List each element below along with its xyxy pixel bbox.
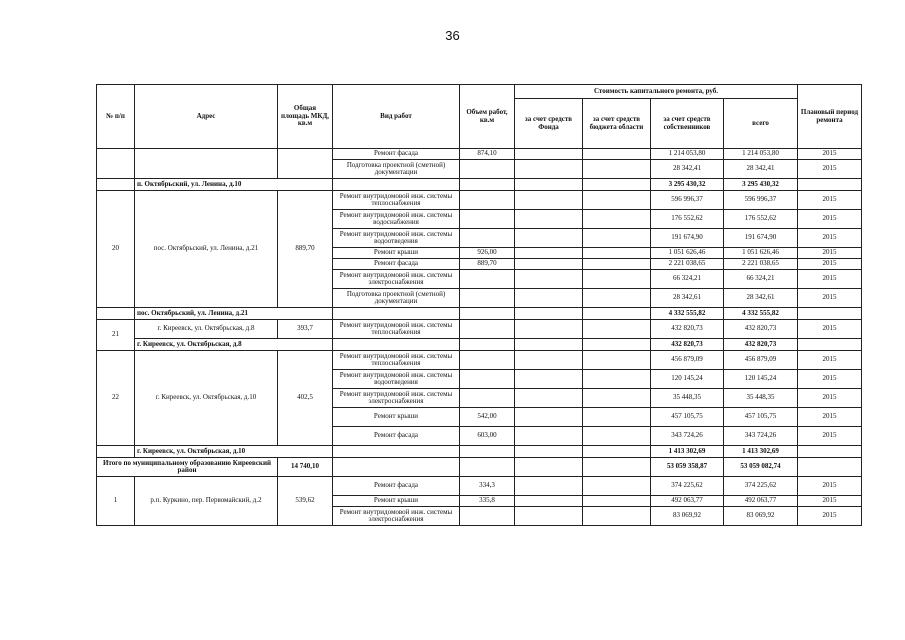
header-work-type: Вид работ	[333, 85, 460, 149]
cell-period: 2015	[798, 210, 862, 229]
subtotal-row	[97, 179, 862, 191]
cell-work: Ремонт фасада	[333, 477, 460, 496]
cell-regional	[583, 339, 651, 351]
cell-regional	[583, 427, 651, 446]
cell-num: 21	[97, 320, 135, 351]
cell-regional	[583, 259, 651, 270]
cell-owners: 35 448,35	[651, 389, 724, 408]
cell-fund	[515, 149, 583, 160]
cell-owners: 432 820,73	[651, 320, 724, 339]
cell-area: 539,62	[278, 477, 333, 526]
header-owners: за счет средств собственников	[651, 99, 724, 149]
cell-fund	[515, 351, 583, 370]
cell-work: Ремонт внутридомовой инж. системы водоотведения	[333, 370, 460, 389]
subtotal-row	[97, 308, 862, 320]
cell-total: 191 674,90	[724, 229, 798, 248]
header-address: Адрес	[135, 85, 278, 149]
cell-owners: 1 051 626,46	[651, 248, 724, 259]
cell-fund	[515, 210, 583, 229]
cell-total: 1 051 626,46	[724, 248, 798, 259]
cell-fund	[515, 427, 583, 446]
cell-volume	[460, 458, 515, 477]
cell-total: 492 063,77	[724, 496, 798, 507]
header-regional: за счет средств бюджета области	[583, 99, 651, 149]
cell-period: 2015	[798, 191, 862, 210]
cell-owners: 4 332 555,82	[651, 308, 724, 320]
cell-total: 596 996,37	[724, 191, 798, 210]
cell-total: 3 295 430,32	[724, 179, 798, 191]
cell-num: 1	[97, 477, 135, 526]
cell-regional	[583, 507, 651, 526]
cell-regional	[583, 248, 651, 259]
cell-owners: 457 105,75	[651, 408, 724, 427]
cell-regional	[583, 389, 651, 408]
cell-owners: 2 221 038,65	[651, 259, 724, 270]
cell-owners: 66 324,21	[651, 270, 724, 289]
cell-period	[798, 339, 862, 351]
cell-volume: 874,10	[460, 149, 515, 160]
cell-period: 2015	[798, 160, 862, 179]
cell-work: Ремонт фасада	[333, 149, 460, 160]
subtotal-row	[97, 339, 862, 351]
cell-period: 2015	[798, 427, 862, 446]
cell-area: 393,7	[278, 320, 333, 339]
cell-period	[798, 308, 862, 320]
cell-fund	[515, 270, 583, 289]
cell-fund	[515, 458, 583, 477]
cell-regional	[583, 351, 651, 370]
cell-period: 2015	[798, 270, 862, 289]
cell-num	[97, 446, 135, 458]
table-row	[97, 191, 862, 210]
cell-owners: 3 295 430,32	[651, 179, 724, 191]
cell-area	[278, 149, 333, 179]
cell-period: 2015	[798, 149, 862, 160]
cell-period	[798, 446, 862, 458]
header-period: Плановый период ремонта	[798, 85, 862, 149]
cell-period	[798, 179, 862, 191]
cell-work: Ремонт внутридомовой инж. системы электроснабжения	[333, 507, 460, 526]
header-total: всего	[724, 99, 798, 149]
cell-volume	[460, 191, 515, 210]
cell-num	[97, 308, 135, 320]
cell-address: пос. Октябрьский, ул. Ленина, д.21	[135, 191, 278, 308]
cell-work: Ремонт внутридомовой инж. системы теплоснабжения	[333, 351, 460, 370]
cell-period: 2015	[798, 496, 862, 507]
cell-owners: 456 879,09	[651, 351, 724, 370]
cell-address: г. Киреевск, ул. Октябрьская, д.8	[135, 320, 278, 339]
cell-period: 2015	[798, 477, 862, 496]
cell-period: 2015	[798, 320, 862, 339]
cell-work: Ремонт крыши	[333, 496, 460, 507]
cell-regional	[583, 496, 651, 507]
cell-work: Ремонт фасада	[333, 259, 460, 270]
cell-period: 2015	[798, 248, 862, 259]
cell-volume	[460, 179, 515, 191]
cell-total: 4 332 555,82	[724, 308, 798, 320]
grand-total-row	[97, 458, 862, 477]
cell-regional	[583, 408, 651, 427]
cell-volume: 603,00	[460, 427, 515, 446]
cell-work	[333, 179, 460, 191]
cell-regional	[583, 370, 651, 389]
cell-regional	[583, 210, 651, 229]
table-row	[97, 351, 862, 370]
cell-total: 374 225,62	[724, 477, 798, 496]
cell-owners: 191 674,90	[651, 229, 724, 248]
header-cost-group: Стоимость капитального ремонта, руб.	[515, 85, 798, 99]
cell-owners: 432 820,73	[651, 339, 724, 351]
cell-volume	[460, 320, 515, 339]
cell-total: 343 724,26	[724, 427, 798, 446]
cell-fund	[515, 477, 583, 496]
cell-total: 120 145,24	[724, 370, 798, 389]
cell-total: 457 105,75	[724, 408, 798, 427]
cell-owners: 176 552,62	[651, 210, 724, 229]
cell-fund	[515, 320, 583, 339]
cell-num: 20	[97, 191, 135, 308]
cell-owners: 28 342,61	[651, 289, 724, 308]
cell-regional	[583, 149, 651, 160]
cell-owners: 374 225,62	[651, 477, 724, 496]
cell-regional	[583, 308, 651, 320]
table-row	[97, 149, 862, 160]
cell-owners: 492 063,77	[651, 496, 724, 507]
cell-fund	[515, 308, 583, 320]
cell-volume	[460, 339, 515, 351]
cell-volume: 335,8	[460, 496, 515, 507]
cell-total: 456 879,09	[724, 351, 798, 370]
cell-work: Ремонт крыши	[333, 248, 460, 259]
cell-total: 176 552,62	[724, 210, 798, 229]
page-number: 36	[445, 28, 460, 43]
cell-owners: 120 145,24	[651, 370, 724, 389]
header-volume: Объем работ, кв.м	[460, 85, 515, 149]
cell-volume: 334,3	[460, 477, 515, 496]
cell-volume	[460, 389, 515, 408]
cell-period: 2015	[798, 389, 862, 408]
cell-work: Ремонт крыши	[333, 408, 460, 427]
header-num: № п/п	[97, 85, 135, 149]
cell-regional	[583, 458, 651, 477]
cell-address: г. Киреевск, ул. Октябрьская, д.10	[135, 351, 278, 446]
cell-work: Ремонт внутридомовой инж. системы теплоснабжения	[333, 320, 460, 339]
cell-address: р.п. Куркино, пер. Первомайский, д.2	[135, 477, 278, 526]
cell-total: 66 324,21	[724, 270, 798, 289]
cell-work: Ремонт внутридомовой инж. системы электроснабжения	[333, 389, 460, 408]
cell-work	[333, 446, 460, 458]
cell-owners: 83 069,92	[651, 507, 724, 526]
cell-fund	[515, 408, 583, 427]
cell-total: 1 413 302,69	[724, 446, 798, 458]
cell-volume: 926,00	[460, 248, 515, 259]
cell-volume	[460, 446, 515, 458]
subtotal-row	[97, 446, 862, 458]
cell-period: 2015	[798, 370, 862, 389]
cell-fund	[515, 248, 583, 259]
cell-owners: 1 214 053,80	[651, 149, 724, 160]
subtotal-label: г. Киреевск, ул. Октябрьская, д.8	[135, 339, 333, 351]
cell-fund	[515, 496, 583, 507]
cell-work	[333, 308, 460, 320]
cell-owners: 28 342,41	[651, 160, 724, 179]
cell-fund	[515, 229, 583, 248]
cell-volume: 542,00	[460, 408, 515, 427]
cell-owners: 1 413 302,69	[651, 446, 724, 458]
cell-regional	[583, 229, 651, 248]
cell-period: 2015	[798, 259, 862, 270]
cell-work: Подготовка проектной (сметной) документации	[333, 160, 460, 179]
cell-address	[135, 149, 278, 179]
cell-fund	[515, 446, 583, 458]
cell-work	[333, 339, 460, 351]
cell-work	[333, 458, 460, 477]
cell-fund	[515, 289, 583, 308]
cell-fund	[515, 370, 583, 389]
cell-owners: 343 724,26	[651, 427, 724, 446]
cell-period	[798, 458, 862, 477]
subtotal-label: г. Киреевск, ул. Октябрьская, д.10	[135, 446, 333, 458]
cell-period: 2015	[798, 351, 862, 370]
cell-volume: 889,70	[460, 259, 515, 270]
cell-work: Ремонт внутридомовой инж. системы теплоснабжения	[333, 191, 460, 210]
cell-regional	[583, 446, 651, 458]
cell-volume	[460, 351, 515, 370]
table-row	[97, 320, 862, 339]
cell-volume	[460, 308, 515, 320]
cell-regional	[583, 289, 651, 308]
cell-work: Ремонт внутридомовой инж. системы водоотведения	[333, 229, 460, 248]
subtotal-label: п. Октябрьский, ул. Ленина, д.10	[135, 179, 333, 191]
cell-work: Подготовка проектной (сметной) документации	[333, 289, 460, 308]
cell-owners: 596 996,37	[651, 191, 724, 210]
cell-total: 1 214 053,80	[724, 149, 798, 160]
cell-total: 2 221 038,65	[724, 259, 798, 270]
cell-period: 2015	[798, 289, 862, 308]
cell-total: 432 820,73	[724, 339, 798, 351]
header-fund: за счет средств Фонда	[515, 99, 583, 149]
header-area: Общая площадь МКД, кв.м	[278, 85, 333, 149]
cell-total: 53 059 082,74	[724, 458, 798, 477]
cell-volume	[460, 289, 515, 308]
cell-work: Ремонт внутридомовой инж. системы электроснабжения	[333, 270, 460, 289]
cell-period: 2015	[798, 408, 862, 427]
cell-volume	[460, 370, 515, 389]
cell-volume	[460, 210, 515, 229]
cell-period: 2015	[798, 507, 862, 526]
cell-regional	[583, 270, 651, 289]
cell-num	[97, 179, 135, 191]
cell-work: Ремонт внутридомовой инж. системы водоснабжения	[333, 210, 460, 229]
cell-area: 889,70	[278, 191, 333, 308]
cell-fund	[515, 160, 583, 179]
cell-regional	[583, 320, 651, 339]
cell-volume	[460, 507, 515, 526]
cell-num	[97, 149, 135, 179]
subtotal-label: пос. Октябрьский, ул. Ленина, д.21	[135, 308, 333, 320]
cell-volume	[460, 229, 515, 248]
cell-work: Ремонт фасада	[333, 427, 460, 446]
cell-num: 22	[97, 351, 135, 446]
cell-area: 402,5	[278, 351, 333, 446]
cell-regional	[583, 179, 651, 191]
cell-total: 432 820,73	[724, 320, 798, 339]
cell-regional	[583, 191, 651, 210]
grand-total-label: Итого по муниципальному образованию Киреевский район	[97, 458, 278, 477]
cell-regional	[583, 477, 651, 496]
cell-area: 14 740,10	[278, 458, 333, 477]
cell-fund	[515, 339, 583, 351]
cell-total: 28 342,41	[724, 160, 798, 179]
capital-repair-table	[96, 84, 862, 526]
cell-period: 2015	[798, 229, 862, 248]
cell-fund	[515, 259, 583, 270]
cell-total: 35 448,35	[724, 389, 798, 408]
cell-regional	[583, 160, 651, 179]
cell-total: 83 069,92	[724, 507, 798, 526]
cell-fund	[515, 507, 583, 526]
cell-volume	[460, 270, 515, 289]
cell-volume	[460, 160, 515, 179]
cell-fund	[515, 191, 583, 210]
cell-total: 28 342,61	[724, 289, 798, 308]
cell-fund	[515, 179, 583, 191]
cell-fund	[515, 389, 583, 408]
cell-owners: 53 059 358,87	[651, 458, 724, 477]
table-row	[97, 477, 862, 496]
